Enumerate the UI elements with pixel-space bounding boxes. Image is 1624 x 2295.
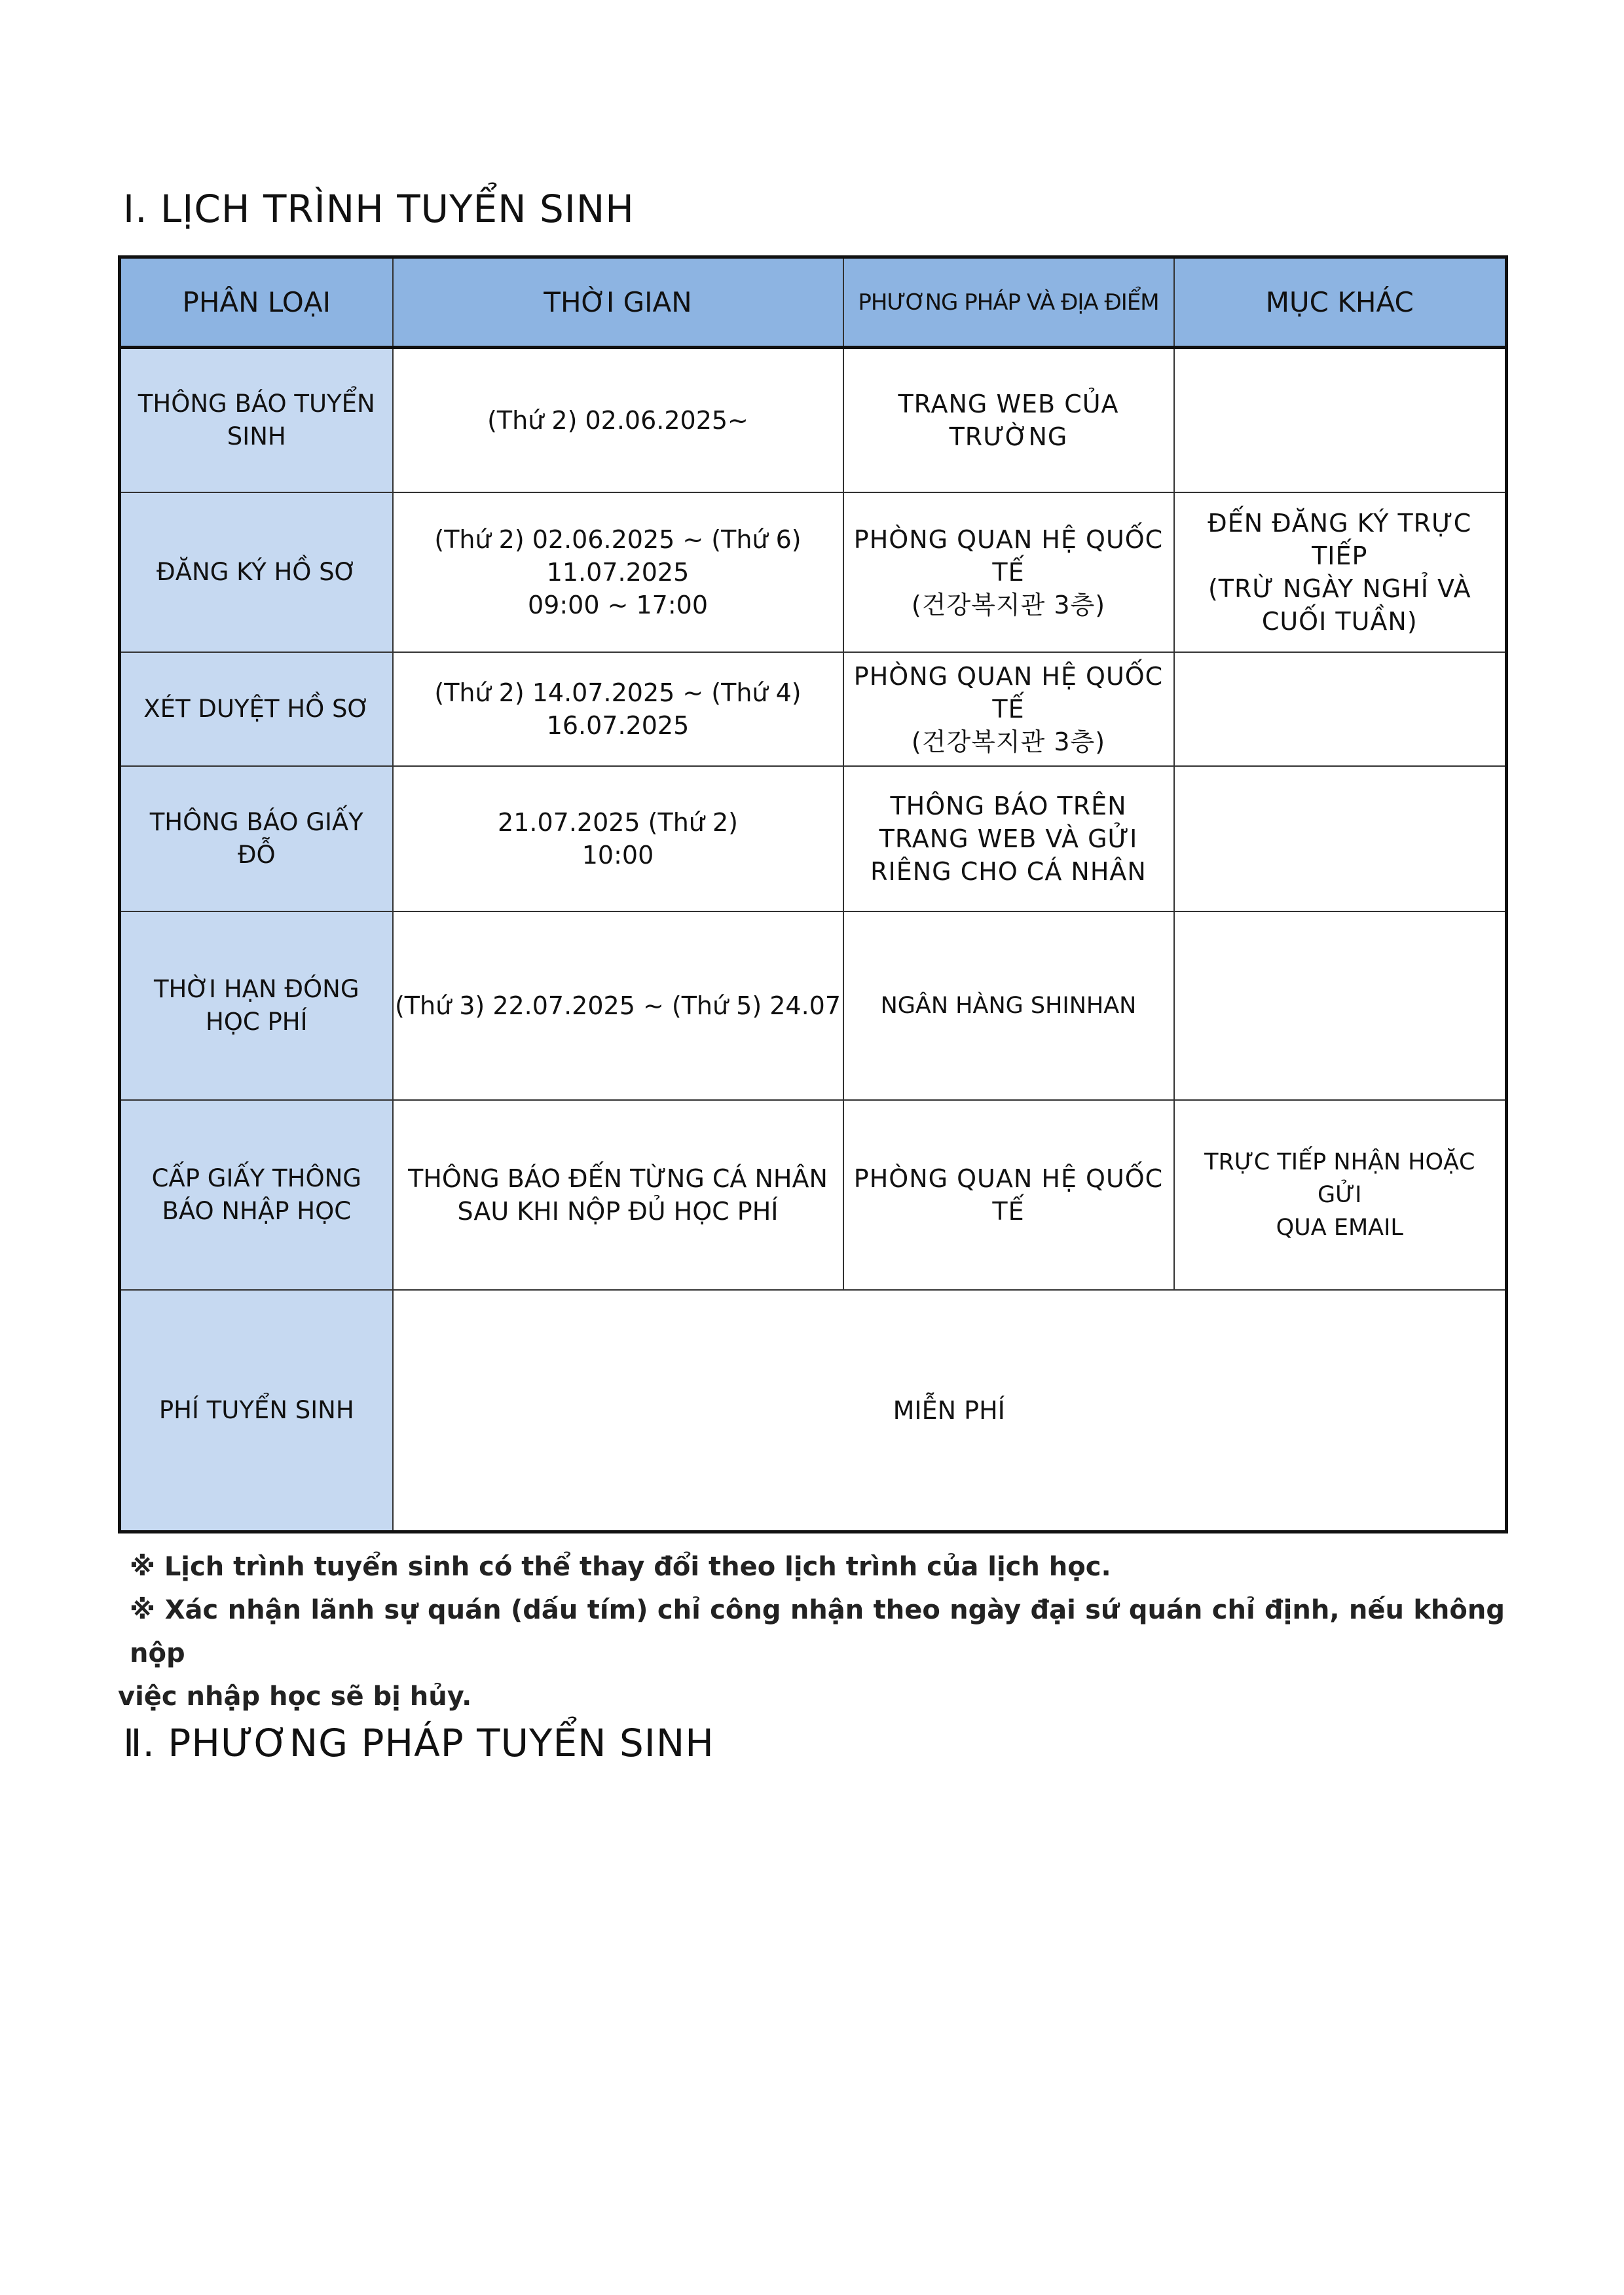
row-other: [1174, 348, 1507, 492]
table-row: [120, 911, 1507, 1100]
row-method: THÔNG BÁO TRÊN TRANG WEB VÀ GỬI RIÊNG CHO CÁ NHÂN: [843, 766, 1174, 911]
row-method: PHÒNG QUAN HỆ QUỐC TẾ (건강복지관 3층): [843, 492, 1174, 652]
row-other: [1174, 652, 1507, 766]
section-title-method: Ⅱ. PHƯƠNG PHÁP TUYỂN SINH: [123, 1721, 714, 1765]
row-other: [1174, 911, 1507, 1100]
row-time: (Thứ 2) 14.07.2025 ~ (Thứ 4) 16.07.2025: [393, 652, 843, 766]
row-method: PHÒNG QUAN HỆ QUỐC TẾ: [843, 1100, 1174, 1290]
row-time: THÔNG BÁO ĐẾN TỪNG CÁ NHÂN SAU KHI NỘP ĐỦ HỌC PHÍ: [393, 1100, 843, 1290]
note-schedule-change: ※ Lịch trình tuyển sinh có thể thay đổi theo lịch trình của lịch học.: [130, 1552, 1111, 1582]
note-consular-line1: ※ Xác nhận lãnh sự quán (dấu tím) chỉ công nhận theo ngày đại sứ quán chỉ định, nếu không nộp: [130, 1595, 1505, 1668]
row-category: THÔNG BÁO TUYỂN SINH: [120, 348, 393, 492]
row-method: TRANG WEB CỦA TRƯỜNG: [843, 348, 1174, 492]
row-category: THÔNG BÁO GIẤY ĐỖ: [120, 766, 393, 911]
table-row: [120, 348, 1507, 492]
table-row: [120, 652, 1507, 766]
admission-schedule-table: [118, 255, 1508, 1533]
header-time: THỜI GIAN: [393, 257, 843, 348]
row-other: [1174, 766, 1507, 911]
section-title-schedule: Ⅰ. LỊCH TRÌNH TUYỂN SINH: [123, 187, 635, 231]
row-time: (Thứ 3) 22.07.2025 ~ (Thứ 5) 24.07: [393, 911, 843, 1100]
table-row: [120, 492, 1507, 652]
row-method: NGÂN HÀNG SHINHAN: [843, 911, 1174, 1100]
table-row: [120, 766, 1507, 911]
row-category: XÉT DUYỆT HỒ SƠ: [120, 652, 393, 766]
row-time: (Thứ 2) 02.06.2025 ~ (Thứ 6) 11.07.2025 09:00 ~ 17:00: [393, 492, 843, 652]
row-category: ĐĂNG KÝ HỒ SƠ: [120, 492, 393, 652]
row-category: CẤP GIẤY THÔNG BÁO NHẬP HỌC: [120, 1100, 393, 1290]
notes-block: [118, 1545, 1505, 1718]
fee-row: [120, 1290, 1507, 1532]
row-method: PHÒNG QUAN HỆ QUỐC TẾ (건강복지관 3층): [843, 652, 1174, 766]
fee-value: MIỄN PHÍ: [393, 1290, 1507, 1532]
row-category: THỜI HẠN ĐÓNG HỌC PHÍ: [120, 911, 393, 1100]
table-header-row: [120, 257, 1507, 348]
row-other: ĐẾN ĐĂNG KÝ TRỰC TIẾP (TRỪ NGÀY NGHỈ VÀ CUỐI TUẦN): [1174, 492, 1507, 652]
note-consular-line2: việc nhập học sẽ bị hủy.: [118, 1681, 472, 1712]
fee-category: PHÍ TUYỂN SINH: [120, 1290, 393, 1532]
header-method-location: PHƯƠNG PHÁP VÀ ĐỊA ĐIỂM: [843, 257, 1174, 348]
header-other: MỤC KHÁC: [1174, 257, 1507, 348]
row-time: 21.07.2025 (Thứ 2) 10:00: [393, 766, 843, 911]
row-time: (Thứ 2) 02.06.2025~: [393, 348, 843, 492]
header-category: PHÂN LOẠI: [120, 257, 393, 348]
table-row: [120, 1100, 1507, 1290]
row-other: TRỰC TIẾP NHẬN HOẶC GỬI QUA EMAIL: [1174, 1100, 1507, 1290]
